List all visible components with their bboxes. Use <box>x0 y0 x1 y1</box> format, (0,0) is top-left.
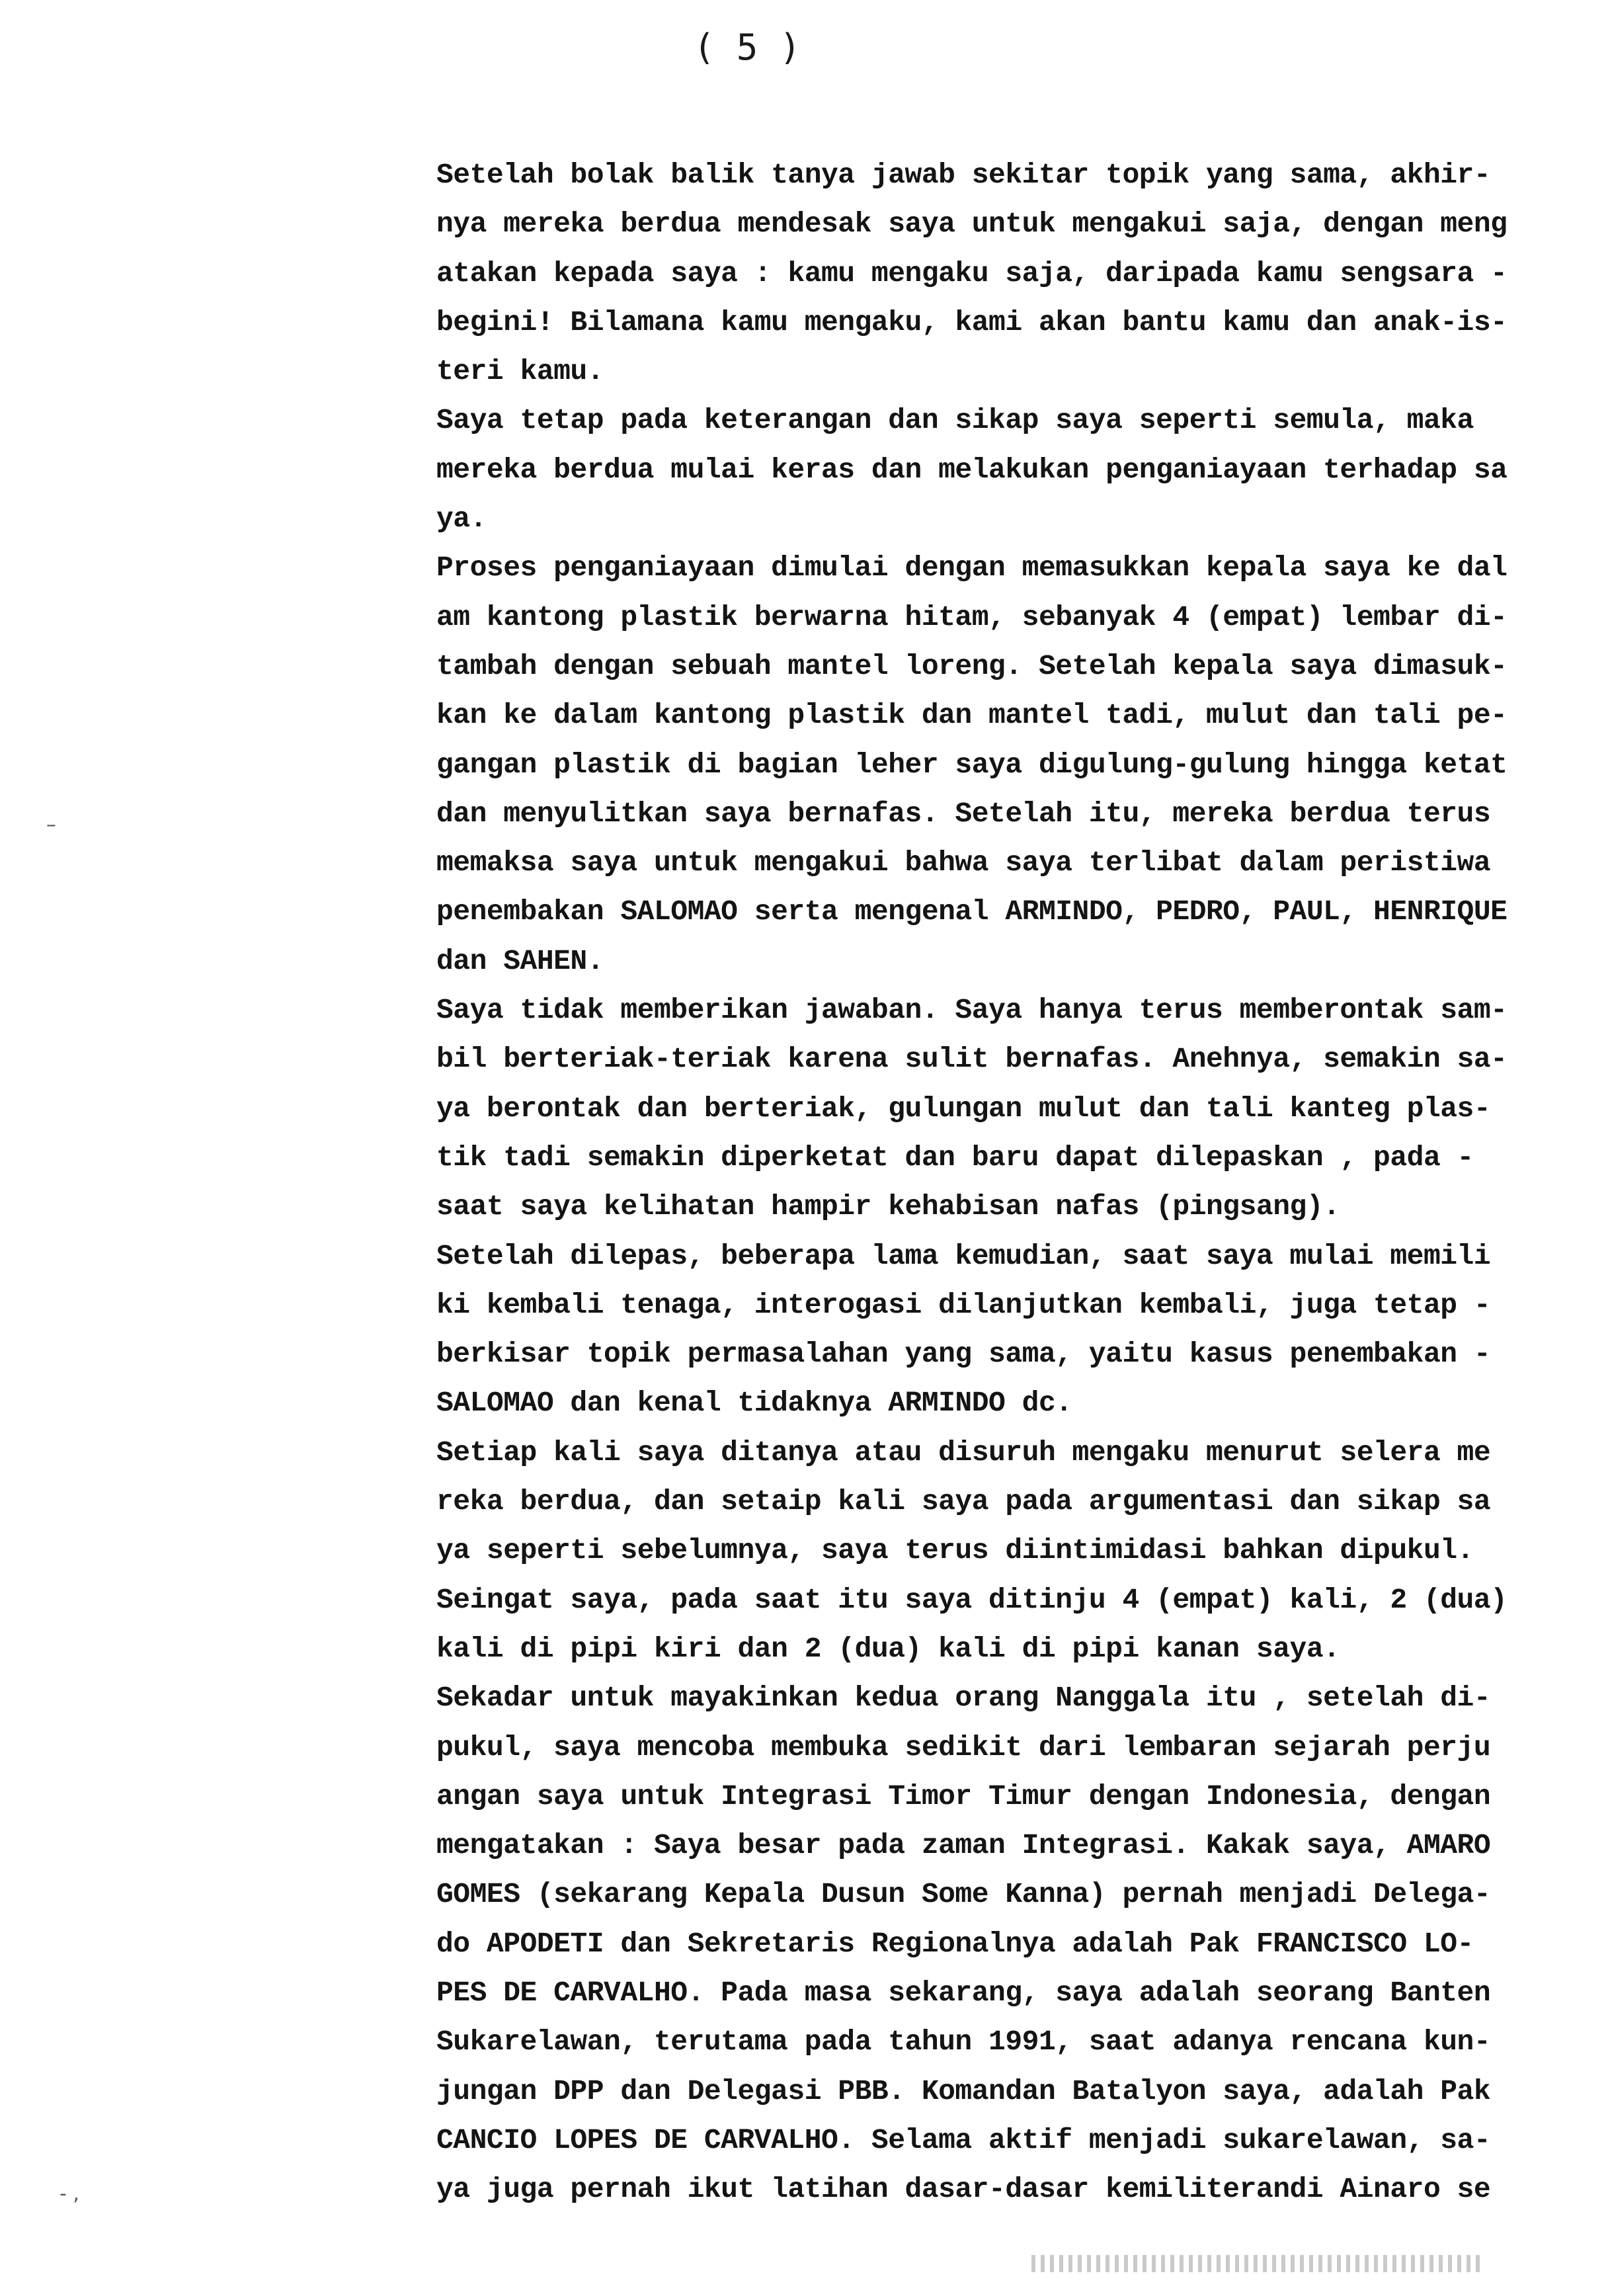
text-line: GOMES (sekarang Kepala Dusun Some Kanna) pernah menjadi Delega- <box>436 1878 1491 1911</box>
text-line: pukul, saya mencoba membuka sedikit dari lembaran sejarah perju <box>436 1731 1491 1764</box>
text-line: teri kamu. <box>436 355 604 388</box>
text-line: ya. <box>436 503 487 536</box>
text-line: Sukarelawan, terutama pada tahun 1991, saat adanya rencana kun- <box>436 2026 1491 2059</box>
text-line: atakan kepada saya : kamu mengaku saja, daripada kamu sengsara - <box>436 257 1508 290</box>
text-line: tambah dengan sebuah mantel loreng. Setelah kepala saya dimasuk- <box>436 649 1508 682</box>
scan-smudge <box>1031 2255 1481 2272</box>
text-line: nya mereka berdua mendesak saya untuk mengakui saja, dengan meng <box>436 208 1508 241</box>
text-line: do APODETI dan Sekretaris Regionalnya adalah Pak FRANCISCO LO- <box>436 1927 1474 1960</box>
text-line: memaksa saya untuk mengakui bahwa saya terlibat dalam peristiwa <box>436 846 1491 880</box>
text-line: kali di pipi kiri dan 2 (dua) kali di pipi kanan saya. <box>436 1632 1340 1665</box>
text-line: am kantong plastik berwarna hitam, sebanyak 4 (empat) lembar di- <box>436 600 1508 634</box>
text-line: Setiap kali saya ditanya atau disuruh mengaku menurut selera me <box>436 1436 1491 1469</box>
text-line: Setelah bolak balik tanya jawab sekitar topik yang sama, akhir- <box>436 159 1491 191</box>
text-line: ki kembali tenaga, interogasi dilanjutkan kembali, juga tetap - <box>436 1288 1491 1321</box>
text-line: Saya tetap pada keterangan dan sikap saya seperti semula, maka <box>436 404 1474 437</box>
text-line: begini! Bilamana kamu mengaku, kami akan bantu kamu dan anak-is- <box>436 306 1508 339</box>
text-line: bil berteriak-teriak karena sulit bernafas. Anehnya, semakin sa- <box>436 1043 1508 1076</box>
text-line: ya berontak dan berteriak, gulungan mulut dan tali kanteg plas- <box>436 1092 1491 1125</box>
text-line: mereka berdua mulai keras dan melakukan penganiayaan terhadap sa <box>436 453 1508 486</box>
text-line: Saya tidak memberikan jawaban. Saya hanya terus memberontak sam- <box>436 994 1508 1027</box>
text-line: ya seperti sebelumnya, saya terus diintimidasi bahkan dipukul. <box>436 1534 1474 1567</box>
text-line: SALOMAO dan kenal tidaknya ARMINDO dc. <box>436 1387 1072 1420</box>
text-line: mengatakan : Saya besar pada zaman Integrasi. Kakak saya, AMARO <box>436 1829 1491 1862</box>
text-line: CANCIO LOPES DE CARVALHO. Selama aktif menjadi sukarelawan, sa- <box>436 2123 1491 2156</box>
text-line: Setelah dilepas, beberapa lama kemudian, saat saya mulai memili <box>436 1239 1491 1272</box>
text-line: PES DE CARVALHO. Pada masa sekarang, saya adalah seorang Banten <box>436 1976 1491 2009</box>
margin-tick-mark: - , <box>60 2182 79 2205</box>
text-line: ya juga pernah ikut latihan dasar-dasar kemiliterandi Ainaro se <box>436 2173 1491 2206</box>
text-line: Seingat saya, pada saat itu saya ditinju 4 (empat) kali, 2 (dua) <box>436 1583 1508 1616</box>
margin-dash-mark: – <box>46 813 56 837</box>
document-body <box>436 151 1508 2214</box>
text-line: saat saya kelihatan hampir kehabisan nafas (pingsang). <box>436 1190 1340 1223</box>
text-line: tik tadi semakin diperketat dan baru dapat dilepaskan , pada - <box>436 1141 1474 1174</box>
text-line: dan menyulitkan saya bernafas. Setelah itu, mereka berdua terus <box>436 797 1491 830</box>
text-line: berkisar topik permasalahan yang sama, yaitu kasus penembakan - <box>436 1338 1491 1371</box>
text-line: Proses penganiayaan dimulai dengan memasukkan kepala saya ke dal <box>436 552 1508 585</box>
text-line: kan ke dalam kantong plastik dan mantel tadi, mulut dan tali pe- <box>436 699 1508 732</box>
text-line: penembakan SALOMAO serta mengenal ARMINDO, PEDRO, PAUL, HENRIQUE <box>436 895 1508 928</box>
page-number: ( 5 ) <box>693 26 801 68</box>
text-line: dan SAHEN. <box>436 944 604 977</box>
text-line: Sekadar untuk mayakinkan kedua orang Nanggala itu , setelah di- <box>436 1682 1491 1715</box>
text-line: jungan DPP dan Delegasi PBB. Komandan Batalyon saya, adalah Pak <box>436 2074 1491 2108</box>
text-line: angan saya untuk Integrasi Timor Timur dengan Indonesia, dengan <box>436 1780 1491 1813</box>
text-line: reka berdua, dan setaip kali saya pada argumentasi dan sikap sa <box>436 1485 1491 1518</box>
text-line: gangan plastik di bagian leher saya digulung-gulung hingga ketat <box>436 748 1508 781</box>
